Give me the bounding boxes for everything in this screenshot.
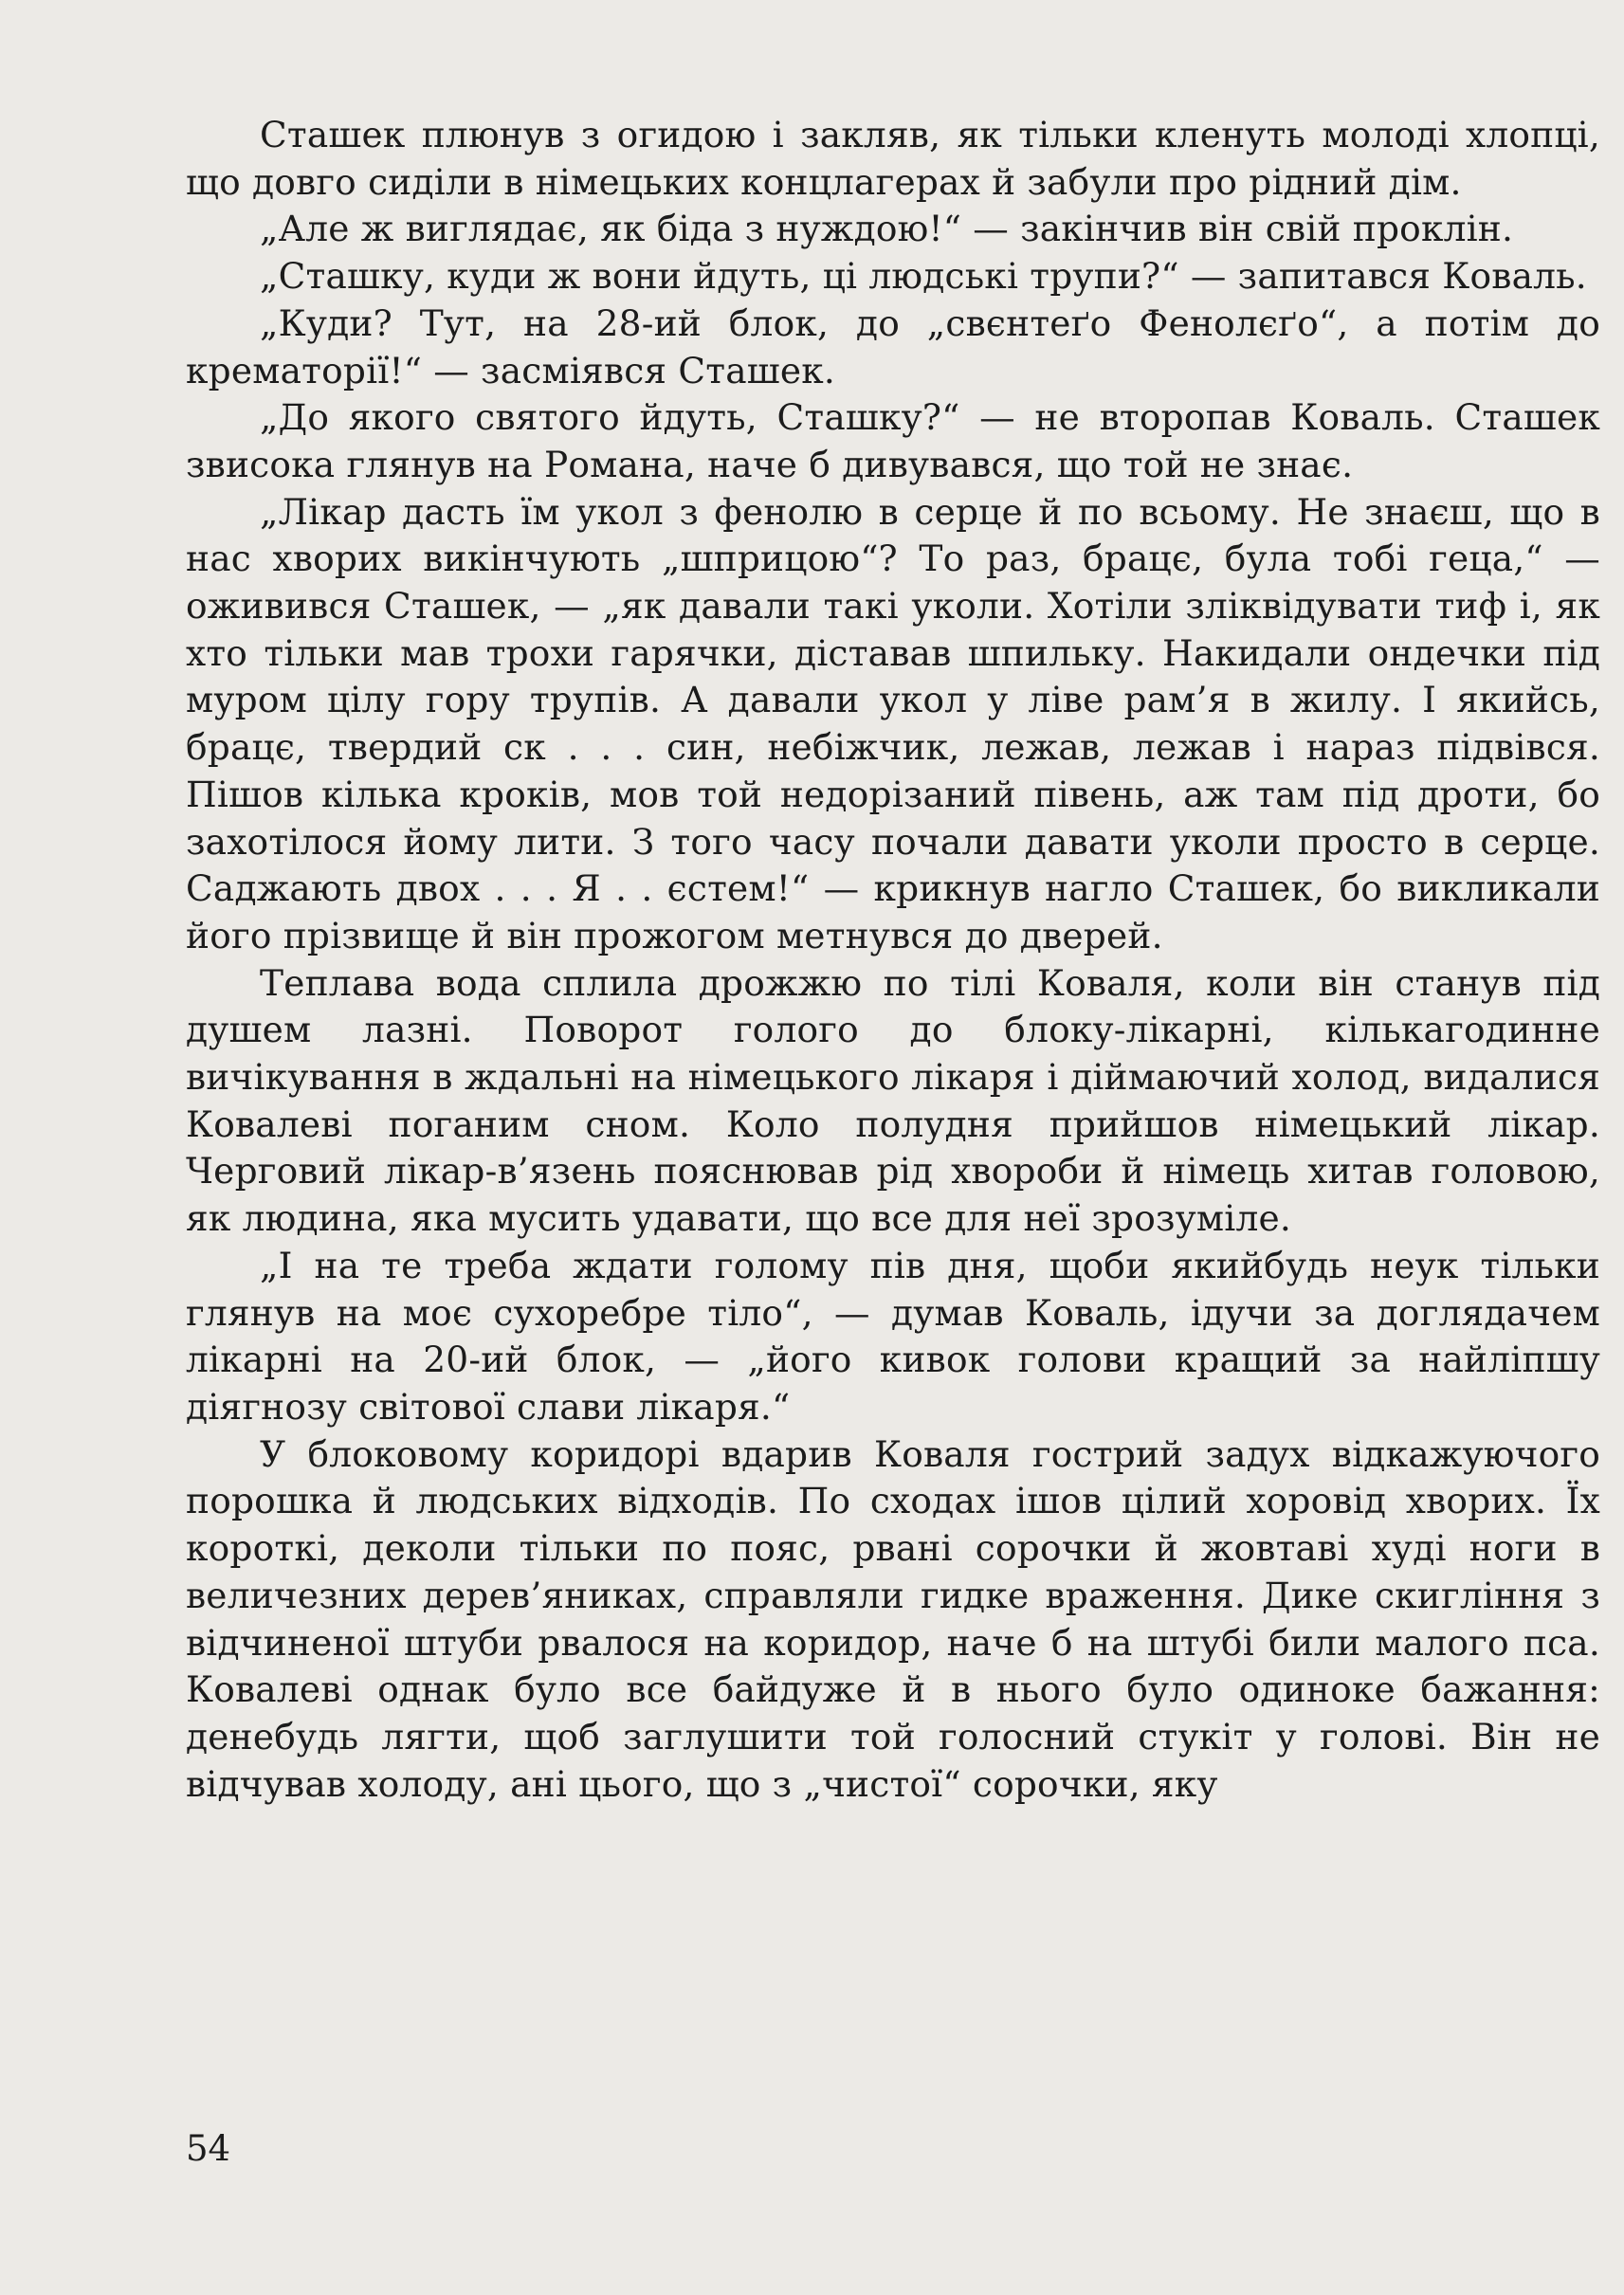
paragraph-5: „До якого святого йдуть, Сташку?“ — не второпав Коваль. Сташек звисока глянув на Романа, наче б дивувався, що той не знає. — [186, 396, 1600, 485]
paragraph-2: „Але ж виглядає, як біда з нуждою!“ — закінчив він свій проклін. — [260, 208, 1514, 250]
body-text — [186, 112, 1600, 1808]
paragraph-6: „Лікар дасть їм укол з фенолю в серце й по всьому. Не знаєш, що в нас хворих викінчують „шприцою“? То раз, брацє, була тобі геца,“ — оживився Сташек, — „як давали такі уколи. Хотіли зліквідувати тиф і, як хто тільки мав трохи гарячки, діставав шпильку. Накидали ондечки під муром цілу гору трупів. А давали укол у ліве рам’я в жилу. І якийсь, брацє, твердий ск . . . син, небіжчик, лежав, лежав і нараз підвівся. Пішов кілька кроків, мов той недорізаний півень, аж там під дроти, бо захотілося йому лити. З того часу почали давати уколи просто в серце. Саджають двох . . . Я . . єстем!“ — крикнув нагло Сташек, бо викликали його прізвище й він прожогом метнувся до дверей. — [186, 490, 1600, 956]
paragraph-1: Сташек плюнув з огидою і закляв, як тільки кленуть молоді хлопці, що довго сиділи в німецьких концлагерах й забули про рідний дім. — [186, 114, 1600, 203]
paragraph-3: „Сташку, куди ж вони йдуть, ці людські трупи?“ — запитався Коваль. — [260, 255, 1587, 298]
page-number: 54 — [186, 2128, 231, 2169]
paragraph-4: „Куди? Тут, на 28-ий блок, до „свєнтеґо Фенолєґо“, а потім до крематорії!“ — засміявся Сташек. — [186, 301, 1600, 392]
paragraph-7: Теплава вода сплила дрожжю по тілі Коваля, коли він станув під душем лазні. Поворот голого до блоку-лікарні, кількагодинне вичікування в ждальні на німецького лікаря і діймаючий холод, видалися Ковалеві поганим сном. Коло полудня прийшов німецький лікар. Черговий лікар-в’язень пояснював рід хвороби й німець хитав головою, як людина, яка мусить удавати, що все для неї зрозуміле. — [186, 961, 1600, 1240]
paragraph-8: „І на те треба ждати голому пів дня, щоби якийбудь неук тільки глянув на моє сухоребре тіло“, — думав Коваль, ідучи за доглядачем лікарні на 20-ий блок, — „його кивок голови кращий за найліпшу діягнозу світової слави лікаря.“ — [186, 1244, 1600, 1428]
paragraph-9: У блоковому коридорі вдарив Коваля гострий задух відкажуючого порошка й людських відходів. По сходах ішов цілий хоровід хворих. Їх короткі, деколи тільки по пояс, рвані сорочки й жовтаві худі ноги в величезних дерев’яниках, справляли гидке враження. Дике скигління з відчиненої штуби рвалося на коридор, наче б на штубі били малого пса. Ковалеві однак було все байдуже й в нього було одиноке бажання: денебудь лягти, щоб заглушити той голосний стукіт у голові. Він не відчував холоду, ані цього, що з „чистої“ сорочки, яку — [186, 1432, 1600, 1805]
